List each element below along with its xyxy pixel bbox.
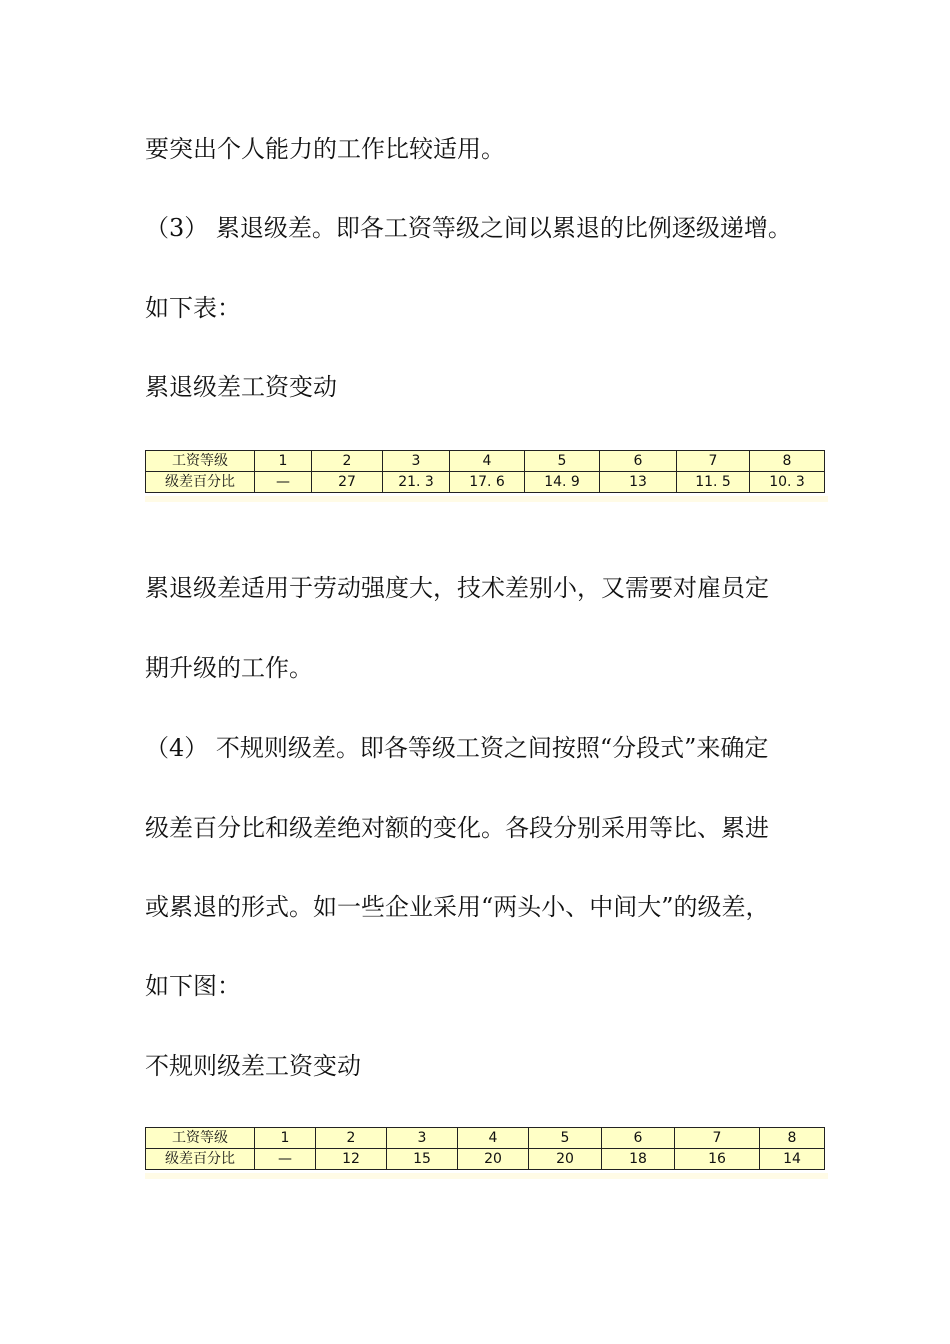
table2-row-percent (146, 1149, 825, 1170)
table2-cell: 5 (529, 1128, 602, 1149)
table1-cell: 4 (450, 451, 525, 472)
table2-header-grade: 工资等级 (146, 1128, 255, 1149)
table2-shadow (145, 1173, 828, 1179)
table1-cell: 27 (312, 472, 383, 493)
paragraph-5: 累退级差适用于劳动强度大，技术差别小，又需要对雇员定 (145, 574, 769, 602)
table2-cell: 4 (458, 1128, 529, 1149)
table2-cell: 15 (387, 1149, 458, 1170)
table2-cell: 7 (675, 1128, 760, 1149)
table1-row-grade (146, 451, 825, 472)
table2-cell: 14 (760, 1149, 825, 1170)
paragraph-7: （4） 不规则级差。即各等级工资之间按照“分段式”来确定 (145, 734, 769, 762)
table1-cell: 1 (255, 451, 312, 472)
table2-row-grade (146, 1128, 825, 1149)
table1-caption: 累退级差工资变动 (145, 373, 337, 401)
table1-cell: 13 (600, 472, 677, 493)
table2 (145, 1127, 825, 1170)
table1-cell: 10. 3 (750, 472, 825, 493)
table1-row-percent (146, 472, 825, 493)
paragraph-9: 或累退的形式。如一些企业采用“两头小、中间大”的级差， (145, 893, 770, 921)
table2-cell: 2 (316, 1128, 387, 1149)
paragraph-1: 要突出个人能力的工作比较适用。 (145, 135, 505, 163)
table1-cell: 17. 6 (450, 472, 525, 493)
table1-cell: 3 (383, 451, 450, 472)
table1-header-grade: 工资等级 (146, 451, 255, 472)
table1-cell: 6 (600, 451, 677, 472)
table1-shadow (145, 496, 828, 502)
table2-cell: 20 (529, 1149, 602, 1170)
table2-cell: 16 (675, 1149, 760, 1170)
table1-cell: 14. 9 (525, 472, 600, 493)
paragraph-2: （3） 累退级差。即各工资等级之间以累退的比例逐级递增。 (145, 214, 792, 242)
table2-cell: 20 (458, 1149, 529, 1170)
table1-cell: 5 (525, 451, 600, 472)
table1 (145, 450, 825, 493)
table1-cell: 21. 3 (383, 472, 450, 493)
table1-header-percent: 级差百分比 (146, 472, 255, 493)
table2-cell: 18 (602, 1149, 675, 1170)
table1-cell: — (255, 472, 312, 493)
paragraph-10: 如下图： (145, 972, 241, 1000)
table2-header-percent: 级差百分比 (146, 1149, 255, 1170)
table2-cell: 1 (255, 1128, 316, 1149)
table1-cell: 7 (677, 451, 750, 472)
table2-cell: 8 (760, 1128, 825, 1149)
table2-cell: — (255, 1149, 316, 1170)
table2-cell: 3 (387, 1128, 458, 1149)
table2-cell: 12 (316, 1149, 387, 1170)
paragraph-6: 期升级的工作。 (145, 654, 313, 682)
table1-cell: 2 (312, 451, 383, 472)
paragraph-8: 级差百分比和级差绝对额的变化。各段分别采用等比、累进 (145, 814, 769, 842)
paragraph-3: 如下表： (145, 294, 241, 322)
table2-cell: 6 (602, 1128, 675, 1149)
table1-cell: 11. 5 (677, 472, 750, 493)
table1-cell: 8 (750, 451, 825, 472)
table2-caption: 不规则级差工资变动 (145, 1052, 361, 1080)
